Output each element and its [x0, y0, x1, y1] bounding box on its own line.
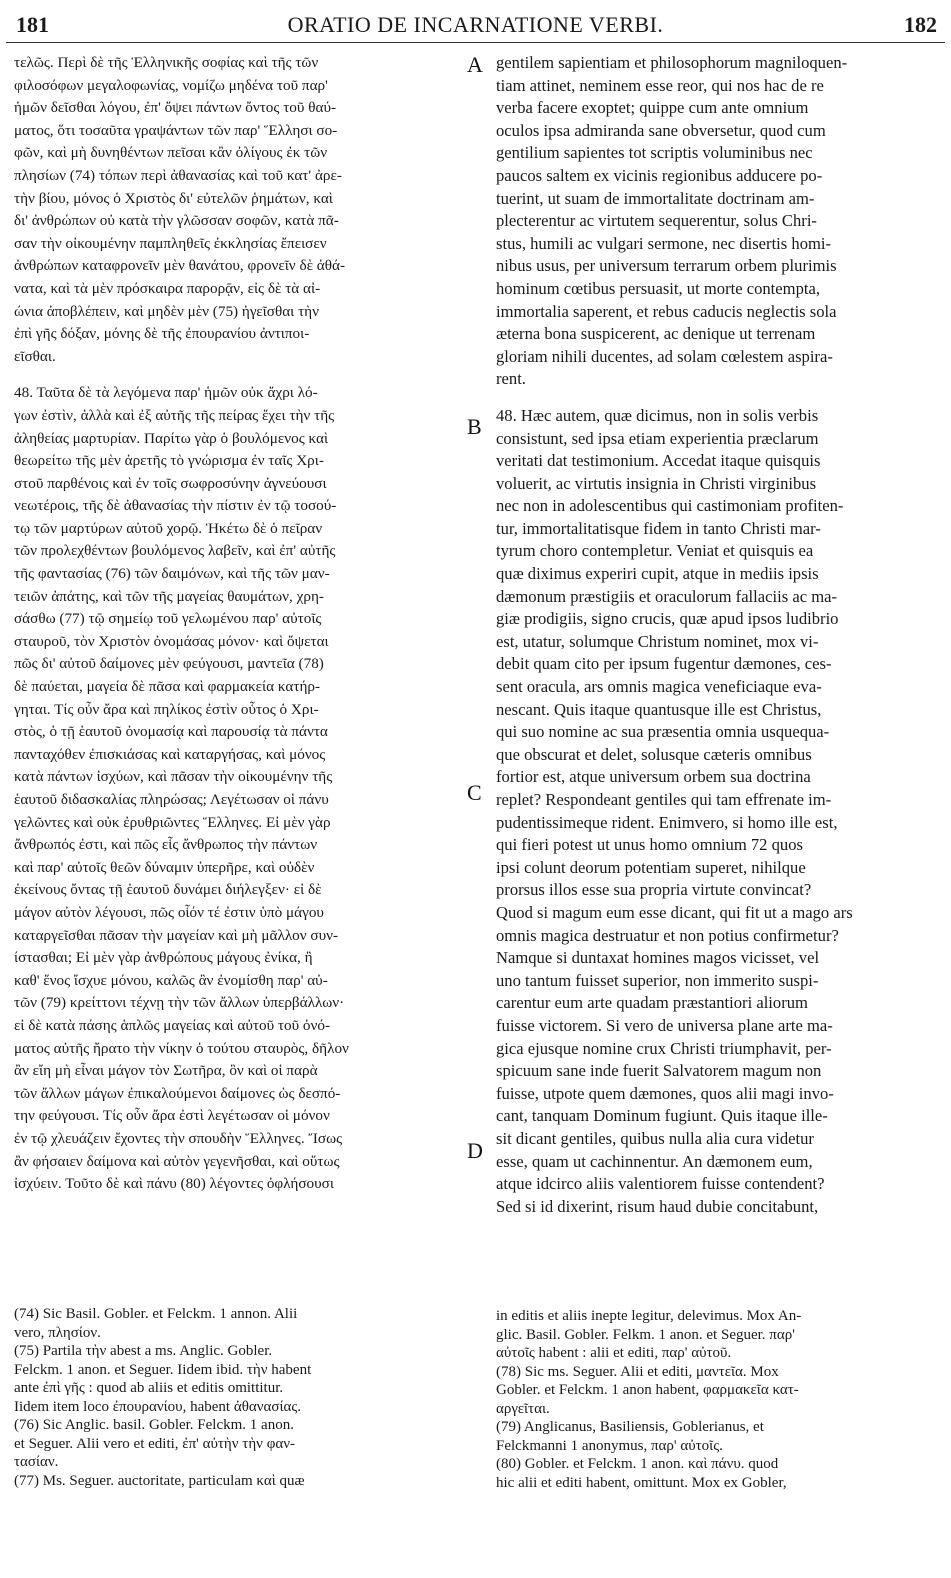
- latin-text-line: consistunt, sed ipsa etiam experientia præclarum: [496, 428, 819, 448]
- greek-text-line: ματος αὐτῆς ἤρατο τὴν νίκην ὁ τούτου σταυρὸς, δῆλον: [14, 1039, 349, 1057]
- greek-text-line: σταυροῦ, τὸν Χριστὸν ὀνομάσας μόνον· καὶ ὄψεται: [14, 632, 329, 650]
- latin-text-line: veritati dat testimonium. Accedat itaque quisquis: [496, 451, 821, 471]
- latin-text-line: tiam attinet, neminem esse reor, qui nos hac de re: [496, 75, 824, 95]
- latin-paragraph-48: [496, 405, 944, 1218]
- greek-text-line: νεωτέροις, τῆς δὲ ἀθανασίας τὴν πίστιν ἐν τῷ τοσού-: [14, 497, 337, 515]
- latin-text-line: nescant. Quis itaque quantusque ille est Christus,: [496, 699, 822, 719]
- greek-text-line: τῆς φαντασίας (76) τῶν δαιμόνων, καὶ τῆς τῶν μαν-: [14, 565, 330, 583]
- latin-text-line: debit quam cito per ipsum fugentur dæmones, ces-: [496, 654, 832, 674]
- latin-text-line: hominum cœtibus persuasit, ut morte contempta,: [496, 278, 820, 298]
- latin-text-line: plecterentur ac virtutem sequerentur, solus Chri-: [496, 211, 817, 231]
- latin-text-line: est, utatur, solumque Christum nominet, mox vi-: [496, 631, 819, 651]
- greek-text-line: τελῶς. Περὶ δὲ τῆς Ἑλληνικῆς σοφίας καὶ τῆς τῶν: [14, 54, 319, 71]
- greek-text-line: τῶν προλεχθέντων βουλόμενος λαβεῖν, καὶ ἐπ' αὐτῆς: [14, 542, 336, 560]
- greek-text-line: ἀνθρώπων καταφρονεῖν μὲν θανάτου, φρονεῖν δὲ ἀθά-: [14, 257, 346, 275]
- margin-marker-c: C: [467, 780, 482, 805]
- latin-text-line: que obscurat et delet, solusque cæteris omnibus: [496, 744, 812, 764]
- latin-text-line: fuisse, utpote quem dæmones, quos alii magi invo-: [496, 1083, 834, 1103]
- latin-text-line: tur, immortalitatisque fidem in tanto Christi mar-: [496, 518, 821, 538]
- footnotes-left: [14, 1305, 470, 1490]
- greek-text-line: τῳ τῶν μαρτύρων αὐτοῦ χορῷ. Ἡκέτω δὲ ὁ πεῖραν: [14, 519, 323, 537]
- margin-marker-d: D: [467, 1138, 483, 1163]
- latin-text-line: dæmonum præstigiis et oraculorum fallaciis ac ma-: [496, 586, 838, 606]
- footnote-line: Gobler. et Felckm. 1 anon habent, φαρμακεῖα κατ-: [496, 1382, 799, 1398]
- greek-text-line: φιλοσόφων μεγαλοφωνίας, νομίζω μηδένα τοῦ παρ': [14, 76, 328, 94]
- greek-text-line: εἰ δὲ κατὰ πάσης ἁπλῶς μαγείας καὶ αὐτοῦ τοῦ ὀνό-: [14, 1016, 331, 1034]
- greek-text-line: ἐκείνους ὄντας τῇ ἑαυτοῦ δυνάμει διήλεγξεν· εἰ δὲ: [14, 881, 322, 899]
- greek-text-line: τῶν ἄλλων μάγων ἐπικαλούμενοι δαίμονες ὡς δεσπό-: [14, 1084, 341, 1102]
- greek-text-line: κατὰ πάντων ἰσχύων, καὶ πᾶσαν τὴν οἰκουμένην τῆς: [14, 768, 333, 786]
- greek-text-line: 48. Ταῦτα δὲ τὰ λεγόμενα παρ' ἡμῶν οὐκ ἄχρι λό-: [14, 384, 318, 402]
- footnote-line: αργεῖται.: [496, 1400, 550, 1417]
- greek-text-line: καὶ παρ' αὐτοῖς θεῶν δύναμιν ὑπερῆρε, καὶ οὐδὲν: [14, 858, 315, 876]
- page-header: [6, 8, 945, 43]
- footnote-line: hic alii et editi habent, omittunt. Mox ex Gobler,: [496, 1474, 787, 1491]
- footnote-line: Felckmanni 1 anonymus, παρ' αὐτοῖς.: [496, 1437, 723, 1454]
- greek-text-line: ἐπὶ γῆς δόξαν, μόνης δὲ τῆς ἐπουρανίου ἀντιποι-: [14, 325, 310, 343]
- margin-marker-b: B: [467, 414, 482, 439]
- greek-text-line: εῖσθαι.: [14, 347, 56, 365]
- greek-text-line: γελῶντες καὶ οὐκ ἐρυθριῶντες Ἕλληνες. Εἰ μὲν γὰρ: [14, 813, 331, 831]
- latin-text-line: quæ diximus experiri cupit, atque in mediis ipsis: [496, 564, 819, 584]
- footnote-line: in editis et aliis inepte legitur, delevimus. Mox An-: [496, 1308, 802, 1324]
- latin-text-line: æterna bona suspicerent, ac denique ut terrenam: [496, 324, 816, 344]
- footnote-line: Felckm. 1 anon. et Seguer. Iidem ibid. τὴν habent: [14, 1361, 312, 1378]
- greek-text-line: ώνια ἀποβλέπειν, καὶ μηδὲν μὲν (75) ἡγεῖσθαι τὴν: [14, 302, 319, 320]
- footnote-line: (79) Anglicanus, Basiliensis, Goblerianus, et: [496, 1419, 764, 1435]
- footnote-line: (78) Sic ms. Seguer. Alii et editi, μαντεῖα. Mox: [496, 1363, 779, 1380]
- footnote-line: (76) Sic Anglic. basil. Gobler. Felckm. 1 anon.: [14, 1417, 294, 1433]
- greek-text-line: στοῦ παρθένοις καὶ ἐν τοῖς σωφροσύνην ἀγνεύουσι: [14, 474, 327, 492]
- greek-paragraph-1: [14, 52, 470, 368]
- footnote-line: (80) Gobler. et Felckm. 1 anon. καὶ πάνυ. quod: [496, 1456, 779, 1472]
- latin-text-line: Sed si id dixerint, risum haud dubie concitabunt,: [496, 1196, 819, 1216]
- greek-text-line: στὸς, ὁ τῇ ἑαυτοῦ ὀνομασίᾳ καὶ παρουσίᾳ τὰ πάντα: [14, 723, 328, 741]
- greek-text-line: ἂν εἴη μὴ εἶναι μάγον τὸν Σωτῆρα, ὃν καὶ οἱ παρὰ: [14, 1062, 318, 1080]
- greek-text-line: θεωρείτω τῆς μὲν ἀρετῆς τὸ γνώρισμα ἐν ταῖς Χρι-: [14, 452, 324, 470]
- latin-text-line: qui suo nomine ac sua præsentia omnia usquequa-: [496, 722, 830, 742]
- greek-text-line: πῶς δι' αὐτοῦ δαίμονες μὲν φεύγουσι, μαντεῖα (78): [14, 655, 324, 673]
- greek-text-line: την φεύγουσι. Τίς οὖν ἄρα ἐστὶ λεγέτωσαν οἱ μόνον: [14, 1107, 330, 1125]
- greek-text-line: ίστασθαι; Εἰ μὲν γὰρ ἀνθρώπους μάγους ἐνίκα, ἢ: [14, 949, 313, 967]
- footnote-line: glic. Basil. Gobler. Felkm. 1 anon. et Seguer. παρ': [496, 1326, 795, 1343]
- greek-text-line: σαν τὴν οἰκουμένην παμπληθεῖς ἐκκλησίας ἔπεισεν: [14, 234, 327, 252]
- latin-text-line: cant, tanquam Dominum fugiunt. Quis itaque ille-: [496, 1106, 828, 1126]
- latin-text-line: immortalia saperent, et rebus caducis neglectis sola: [496, 301, 837, 321]
- greek-text-line: δι' ἀνθρώπων οὐ κατὰ τὴν γλῶσσαν σοφῶν, κατὰ πᾶ-: [14, 212, 339, 230]
- latin-column: [496, 52, 944, 1218]
- latin-text-line: carentur eum arte quadam præstantiori aliorum: [496, 993, 808, 1013]
- greek-column: [14, 52, 470, 1196]
- greek-text-line: ἑαυτοῦ διδασκαλίας πληρώσας; Λεγέτωσαν οἱ πάνυ: [14, 791, 329, 808]
- footnote-line: (77) Ms. Seguer. auctoritate, particulam καὶ quæ: [14, 1472, 305, 1489]
- latin-text-line: voluerit, ac virtutis insignia in Christi virginibus: [496, 473, 817, 493]
- latin-text-line: gentilium sapientes tot scriptis voluminibus nec: [496, 143, 813, 163]
- left-page-number: 181: [16, 12, 49, 37]
- greek-text-line: πλησίων (74) τόπων περὶ ἀθανασίας καὶ τοῦ κατ' ἀρε-: [14, 166, 342, 184]
- greek-text-line: ἄνθρωπός ἐστι, καὶ πῶς εἷς ἄνθρωπος τὴν πάντων: [14, 836, 318, 854]
- greek-text-line: τῶν (79) κρείττονι τέχνῃ τὴν τῶν ἄλλων ὑπερβάλλων·: [14, 994, 345, 1012]
- latin-text-line: uno tantum fuisset superior, non immerito suspi-: [496, 970, 819, 990]
- latin-text-line: rent.: [496, 369, 526, 389]
- latin-text-line: pudentissimeque rident. Enimvero, si homo ille est,: [496, 812, 838, 832]
- latin-text-line: Namque si duntaxat homines magos vicisset, vel: [496, 948, 820, 968]
- latin-text-line: paucos saltem ex vicinis regionibus adducere po-: [496, 165, 823, 185]
- footnote-line: (75) Partila τὴν abest a ms. Anglic. Gobler.: [14, 1343, 273, 1359]
- greek-text-line: τειῶν ἀπάτης, καὶ τῶν τῆς μαγείας θαυμάτων, χρη-: [14, 587, 324, 605]
- greek-text-line: ἐν τῷ χλευάζειν ἔχοντες τὴν σπουδὴν Ἕλληνες. Ἴσως: [14, 1129, 343, 1147]
- greek-text-line: τὴν βίου, μόνος ὁ Χριστὸς δι' εὐτελῶν ῥημάτων, καὶ: [14, 189, 333, 207]
- latin-text-line: fortior est, atque universum orbem sua doctrina: [496, 767, 811, 787]
- latin-paragraph-1: [496, 52, 944, 391]
- latin-text-line: 48. Hæc autem, quæ dicimus, non in solis verbis: [496, 405, 819, 425]
- margin-marker-a: A: [467, 52, 483, 77]
- latin-text-line: gica ejusque nomine crux Christi triumphavit, per-: [496, 1038, 832, 1058]
- greek-text-line: ἡμῶν δεῖσθαι λόγου, ἐπ' ὄψει πάντων ὄντος τοῦ θαύ-: [14, 99, 337, 117]
- latin-text-line: verba facere exoptet; quippe cum ante omnium: [496, 98, 809, 118]
- footnote-line: ante ἐπὶ γῆς : quod ab aliis et editis omittitur.: [14, 1380, 284, 1396]
- latin-text-line: sit dicant gentiles, quibus nulla alia cura videtur: [496, 1128, 814, 1148]
- latin-text-line: oculos ipsa admiranda sane obversetur, quod cum: [496, 120, 826, 140]
- greek-text-line: σάσθω (77) τῷ σημείῳ τοῦ γελωμένου παρ' αὐτοῖς: [14, 610, 322, 628]
- footnote-line: Iidem item loco ἐπουρανίου, habent ἀθανασίας.: [14, 1398, 302, 1415]
- latin-text-line: nec non in adolescentibus qui castimoniam profiten-: [496, 496, 844, 516]
- footnote-line: τασίαν.: [14, 1454, 59, 1470]
- greek-text-line: δὲ παύεται, μαγεία δὲ πᾶσα καὶ φαρμακεία κατήρ-: [14, 678, 321, 696]
- footnote-line: αὐτοῖς habent : alii et editi, παρ' αὐτοῦ.: [496, 1345, 732, 1361]
- greek-text-line: φῶν, καὶ μὴ δυνηθέντων πεῖσαι κἂν ὀλίγους ἐκ τῶν: [14, 144, 328, 162]
- footnote-line: vero, πλησίον.: [14, 1324, 101, 1341]
- latin-text-line: gloriam nihili ducentes, ad solam cœlestem aspira-: [496, 346, 833, 366]
- latin-text-line: replet? Respondeant gentiles qui tam effrenate im-: [496, 790, 832, 809]
- greek-text-line: καταργεῖσθαι πᾶσαν τὴν μαγείαν καὶ μὴ μᾶλλον συν-: [14, 926, 339, 944]
- latin-text-line: esse, quam ut cachinnentur. An dæmonem eum,: [496, 1151, 813, 1171]
- latin-text-line: tuerint, ut suam de immortalitate doctrinam am-: [496, 188, 815, 208]
- greek-text-line: ἰσχύειν. Τοῦτο δὲ καὶ πάνυ (80) λέγοντες ὀφλήσουσι: [14, 1175, 334, 1193]
- latin-text-line: qui fieri potest ut unus homo omnium 72 quos: [496, 835, 803, 855]
- latin-text-line: gentilem sapientiam et philosophorum magniloquen-: [496, 53, 848, 72]
- right-page-number: 182: [904, 12, 937, 37]
- latin-text-line: nibus usus, per universum terrarum orbem plurimis: [496, 256, 837, 276]
- greek-paragraph-48: [14, 382, 470, 1195]
- greek-text-line: ἂν φήσαιεν δαίμονα καὶ αὐτὸν γεγενῆσθαι, καὶ οὕτως: [14, 1152, 340, 1170]
- latin-text-line: sent oracula, ars omnis magica veneficiaque eva-: [496, 677, 822, 697]
- running-title: ORATIO DE INCARNATIONE VERBI.: [287, 12, 664, 37]
- latin-text-line: stus, humili ac vulgari sermone, nec disertis homi-: [496, 233, 832, 253]
- footnote-line: et Seguer. Alii vero et editi, ἐπ' αὐτὴν τὴν φαν-: [14, 1435, 296, 1452]
- latin-text-line: fuisse victorem. Si vero de universa plane arte ma-: [496, 1015, 833, 1035]
- greek-text-line: μάγον αὐτὸν λέγουσι, πῶς οἷόν τέ ἐστιν ὑπὸ μάγου: [14, 903, 324, 921]
- footnote-line: (74) Sic Basil. Gobler. et Felckm. 1 annon. Alii: [14, 1306, 298, 1322]
- latin-text-line: giæ prodigiis, signo crucis, quæ apud ipsos ludibrio: [496, 609, 839, 629]
- greek-text-line: καθ' ἕνος ἴσχυε μόνου, καλῶς ἂν ἐνομίσθη παρ' αὐ-: [14, 971, 328, 989]
- greek-text-line: γων ἐστὶν, ἀλλὰ καὶ ἐξ αὐτῆς τῆς πείρας ἔχει τὴν τῆς: [14, 406, 335, 424]
- latin-text-line: prorsus illos esse sua propria virtute convincat?: [496, 880, 812, 900]
- latin-text-line: omnis magica destruatur et non potius confirmetur?: [496, 925, 839, 945]
- latin-text-line: spicuum sane inde fuerit Salvatorem magum non: [496, 1061, 822, 1081]
- greek-text-line: γηται. Τίς οὖν ἄρα καὶ πηλίκος ἐστὶν οὗτος ὁ Χρι-: [14, 700, 319, 718]
- latin-text-line: atque idcirco aliis valentiorem fuisse contendent?: [496, 1174, 825, 1194]
- greek-text-line: πανταχόθεν ἐπισκιάσας καὶ καταργήσας, καὶ μόνος: [14, 745, 326, 763]
- latin-text-line: tyrum choro contempletur. Veniat et quisquis ea: [496, 541, 814, 561]
- latin-text-line: Quod si magum eum esse dicant, qui fit ut a mago ars: [496, 902, 853, 922]
- greek-text-line: νατα, καὶ τὰ μὲν πρόσκαιρα παρορᾷν, εἰς δὲ τὰ αἰ-: [14, 279, 321, 297]
- greek-text-line: ματος, ὅτι τοσαῦτα γραψάντων τῶν παρ' Ἕλλησι σο-: [14, 121, 338, 139]
- latin-text-line: ipsi colunt deorum potentiam superet, nihilque: [496, 857, 806, 877]
- greek-text-line: ἀληθείας μαρτυρίαν. Παρίτω γὰρ ὁ βουλόμενος καὶ: [14, 429, 329, 447]
- footnotes-right: [496, 1307, 944, 1492]
